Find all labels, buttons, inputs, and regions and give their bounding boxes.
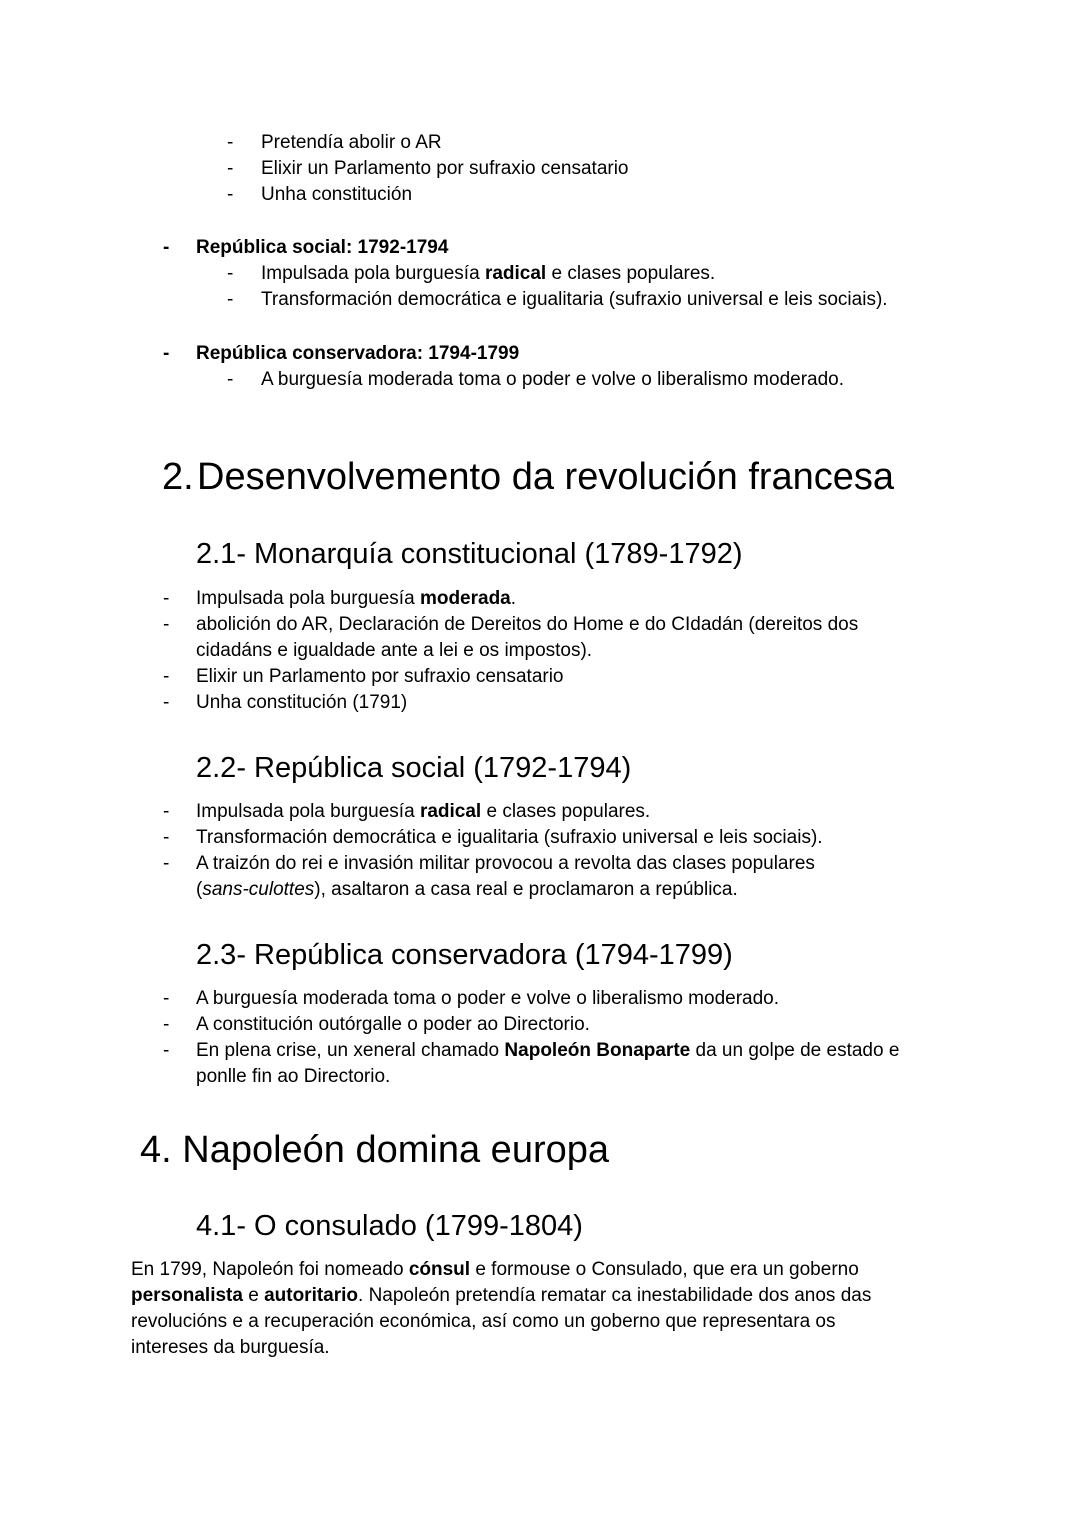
text-run: ( xyxy=(196,879,203,900)
text-run: Impulsada pola burguesía xyxy=(261,263,485,284)
text-run: e clases populares. xyxy=(481,801,651,822)
list-dash: - xyxy=(163,614,170,635)
list-dash: - xyxy=(227,263,234,284)
text-run: . xyxy=(510,588,517,609)
text-run: e xyxy=(242,1285,265,1306)
list-item: A burguesía moderada toma o poder e volve o liberalismo moderado. xyxy=(196,988,780,1009)
section-number: 2. xyxy=(162,456,194,498)
list-item xyxy=(196,799,650,825)
bold-term: moderada xyxy=(419,588,511,609)
text-run: En 1799, Napoleón foi nomeado xyxy=(131,1259,409,1280)
list-dash: - xyxy=(163,801,170,822)
list-dash: - xyxy=(163,666,170,687)
bold-term: cónsul xyxy=(408,1259,471,1280)
intro-item: Elixir un Parlamento por sufraxio censatario xyxy=(261,158,629,179)
list-item xyxy=(196,586,516,612)
bold-term: autoritario xyxy=(264,1285,359,1306)
text-run: . Napoleón pretendía rematar ca inestabilidade dos anos das xyxy=(358,1285,872,1306)
list-dash: - xyxy=(163,1014,170,1035)
paragraph-line xyxy=(131,1283,871,1309)
phase-title: República social: 1792-1794 xyxy=(196,237,449,258)
text-run: ), asaltaron a casa real e proclamaron a república. xyxy=(314,879,738,900)
subsection-heading: 2.3- República conservadora (1794-1799) xyxy=(196,939,733,971)
list-item-continuation xyxy=(196,877,738,903)
bold-term: personalista xyxy=(131,1285,243,1306)
list-item: abolición do AR, Declaración de Dereitos do Home e do CIdadán (dereitos dos xyxy=(196,614,859,635)
list-dash: - xyxy=(163,853,170,874)
list-dash: - xyxy=(163,1040,170,1061)
list-item: Elixir un Parlamento por sufraxio censatario xyxy=(196,666,564,687)
list-item-continuation: ponlle fin ao Directorio. xyxy=(196,1066,391,1087)
phase-item: A burguesía moderada toma o poder e volve o liberalismo moderado. xyxy=(261,369,845,390)
list-dash: - xyxy=(227,184,234,205)
intro-item: Unha constitución xyxy=(261,184,413,205)
subsection-heading: 2.2- República social (1792-1794) xyxy=(196,752,632,784)
text-run: Impulsada pola burguesía xyxy=(196,588,420,609)
list-dash: - xyxy=(227,132,234,153)
list-item: A traizón do rei e invasión militar provocou a revolta das clases populares xyxy=(196,853,815,874)
list-dash: - xyxy=(227,369,234,390)
text-run: e formouse o Consulado, que era un goberno xyxy=(470,1259,859,1280)
text-run: da un golpe de estado e xyxy=(690,1040,900,1061)
list-item xyxy=(196,1038,899,1064)
subsection-heading: 2.1- Monarquía constitucional (1789-1792) xyxy=(196,538,743,570)
phase-item xyxy=(261,261,715,287)
paragraph-line xyxy=(131,1257,859,1283)
section-title: Desenvolvemento da revolución francesa xyxy=(197,456,895,498)
list-item: Transformación democrática e igualitaria (sufraxio universal e leis sociais). xyxy=(196,827,823,848)
list-item-continuation: cidadáns e igualdade ante a lei e os impostos). xyxy=(196,640,593,661)
list-dash: - xyxy=(163,588,170,609)
intro-item: Pretendía abolir o AR xyxy=(261,132,442,153)
subsection-heading: 4.1- O consulado (1799-1804) xyxy=(196,1210,583,1242)
list-dash: - xyxy=(163,827,170,848)
paragraph-line: revolucións e a recuperación económica, así como un goberno que representara os xyxy=(131,1311,836,1332)
list-dash: - xyxy=(227,289,234,310)
phase-item: Transformación democrática e igualitaria (sufraxio universal e leis sociais). xyxy=(261,289,888,310)
list-dash: - xyxy=(163,692,170,713)
text-run: e clases populares. xyxy=(546,263,716,284)
list-item: A constitución outórgalle o poder ao Directorio. xyxy=(196,1014,590,1035)
section-title: 4. Napoleón domina europa xyxy=(140,1129,610,1171)
phase-title: República conservadora: 1794-1799 xyxy=(196,343,520,364)
text-run: En plena crise, un xeneral chamado xyxy=(196,1040,505,1061)
list-dash: - xyxy=(227,158,234,179)
text-run: Impulsada pola burguesía xyxy=(196,801,420,822)
list-item: Unha constitución (1791) xyxy=(196,692,408,713)
paragraph-line: intereses da burguesía. xyxy=(131,1337,330,1358)
bold-term: radical xyxy=(419,801,482,822)
bold-term: Napoleón Bonaparte xyxy=(504,1040,691,1061)
list-dash: - xyxy=(163,988,170,1009)
list-dash: - xyxy=(163,237,170,258)
list-dash: - xyxy=(163,343,170,364)
bold-term: radical xyxy=(484,263,547,284)
italic-term: sans-culottes xyxy=(202,879,315,900)
